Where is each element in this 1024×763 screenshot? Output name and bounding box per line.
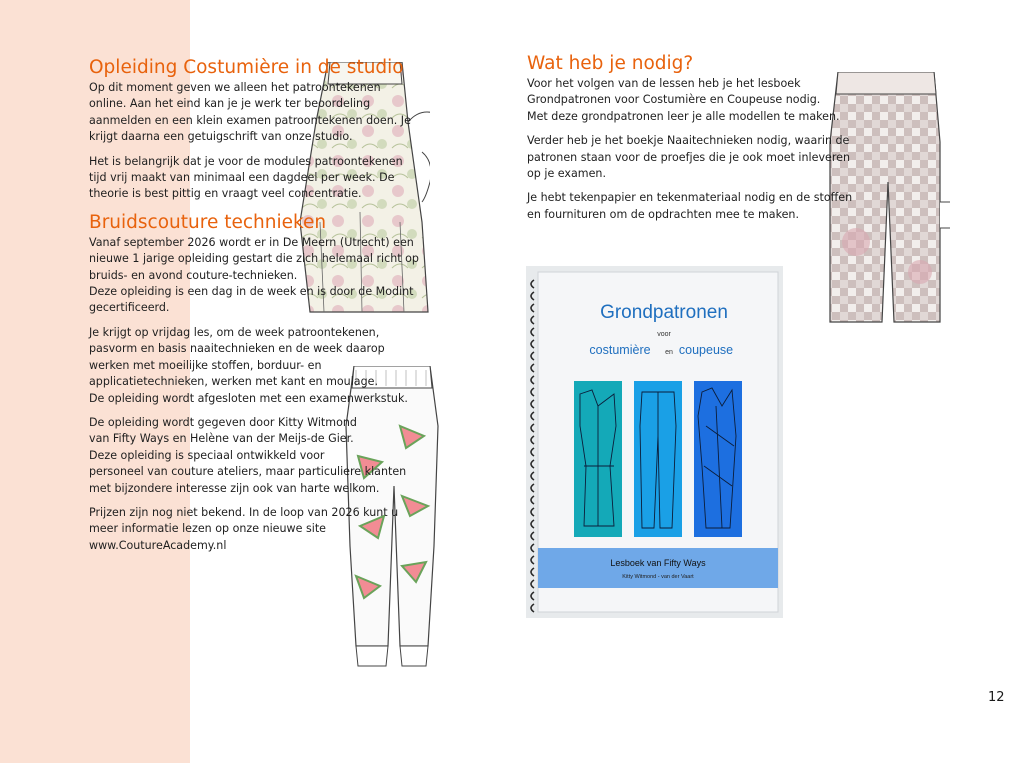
text-line: Deze opleiding is speciaal ontwikkeld voor [89, 448, 325, 462]
text-line: patronen staan voor de proefjes die je ook moet inleveren [527, 150, 851, 164]
book-title: Grondpatronen [600, 302, 728, 323]
text-line: meer informatie lezen op onze nieuwe site [89, 522, 326, 536]
text-line: Op dit moment geven we alleen het patroontekenen [89, 81, 381, 94]
text-line: De opleiding wordt afgesloten met een examenwerkstuk. [89, 391, 408, 405]
text-line: theorie is best pittig en vraagt veel concentratie. [89, 187, 362, 201]
book-subtitle: Lesboek van Fifty Ways [610, 558, 706, 568]
paragraph [527, 190, 857, 223]
book-subtitle-band [538, 548, 778, 588]
paragraph [89, 325, 407, 407]
text-line: personeel van couture ateliers, maar particuliere klanten [89, 465, 407, 479]
website-link[interactable]: www.CoutureAcademy.nl [89, 538, 227, 552]
book-en: en [665, 349, 673, 356]
text-line: pasvorm en basis naaitechnieken en de week daarop [89, 342, 385, 356]
text-line: met bijzondere interesse zijn ook van harte welkom. [89, 481, 380, 495]
text-line: Deze opleiding is een dag in de week en is door de Modint [89, 285, 414, 299]
text-line: bruids- en avond couture-technieken. [89, 268, 298, 282]
left-column [89, 52, 419, 562]
paragraph [89, 505, 407, 554]
text-line: Het is belangrijk dat je voor de modules patroontekenen [89, 154, 403, 168]
paragraph [89, 154, 407, 203]
heading-wat-heb-je-nodig: Wat heb je nodig? [527, 53, 694, 74]
book-cover-drawing [526, 266, 783, 618]
page-number: 12 [988, 690, 1005, 705]
text-line: Met deze grondpatronen leer je alle modellen te maken. [527, 109, 840, 123]
text-line: krijgt daarna een getuigschrift van onze studio. [89, 130, 353, 144]
book-voor: voor [657, 331, 671, 338]
text-line: Grondpatronen voor Costumière en Coupeuse nodig. [527, 93, 821, 107]
text-line: aanmelden en een klein examen patroontekenen doen. Je [89, 113, 411, 127]
paragraph [527, 76, 857, 125]
heading-bruidscouture: Bruidscouture technieken [89, 211, 327, 233]
text-line: Verder heb je het boekje Naaitechnieken nodig, waarin de [527, 134, 850, 148]
text-line: Prijzen zijn nog niet bekend. In de loop van 2026 kunt u [89, 505, 399, 519]
text-line: online. Aan het eind kan je je werk ter beoordeling [89, 97, 371, 111]
heading-opleiding-costumiere: Opleiding Costumière in de studio [89, 57, 404, 78]
paragraph [89, 80, 411, 146]
paragraph [89, 415, 407, 497]
book-costumiere: costumière [589, 343, 651, 357]
text-line: Je krijgt op vrijdag les, om de week patroontekenen, [89, 325, 380, 339]
text-line: tijd vrij maakt van minimaal een dagdeel per week. De [89, 171, 395, 185]
paragraph [527, 133, 857, 182]
text-line: werken met moeilijke stoffen, borduur- en [89, 358, 322, 372]
book-cover-photo [526, 266, 783, 618]
text-line: Voor het volgen van de lessen heb je het lesboek [527, 77, 801, 90]
book-author: Kitty Witmond - van der Vaart [622, 574, 694, 580]
paragraph [89, 235, 419, 317]
text-line: gecertificeerd. [89, 301, 170, 315]
book-coupeuse: coupeuse [678, 343, 734, 357]
text-line: Je hebt tekenpapier en tekenmateriaal nodig en de stoffen [527, 191, 853, 205]
text-line: Vanaf september 2026 wordt er in De Meern (Utrecht) een [89, 235, 414, 249]
text-line: en fournituren om de opdrachten mee te maken. [527, 207, 799, 221]
text-line: applicatietechnieken, werken met kant en moulage. [89, 375, 378, 389]
text-line: De opleiding wordt gegeven door Kitty Witmond [89, 415, 357, 429]
text-line: op je examen. [527, 167, 606, 181]
text-line: nieuwe 1 jarige opleiding gestart die zich helemaal richt op [89, 252, 419, 266]
right-column [527, 52, 857, 231]
text-line: van Fifty Ways en Helène van der Meijs-de Gier. [89, 432, 354, 446]
